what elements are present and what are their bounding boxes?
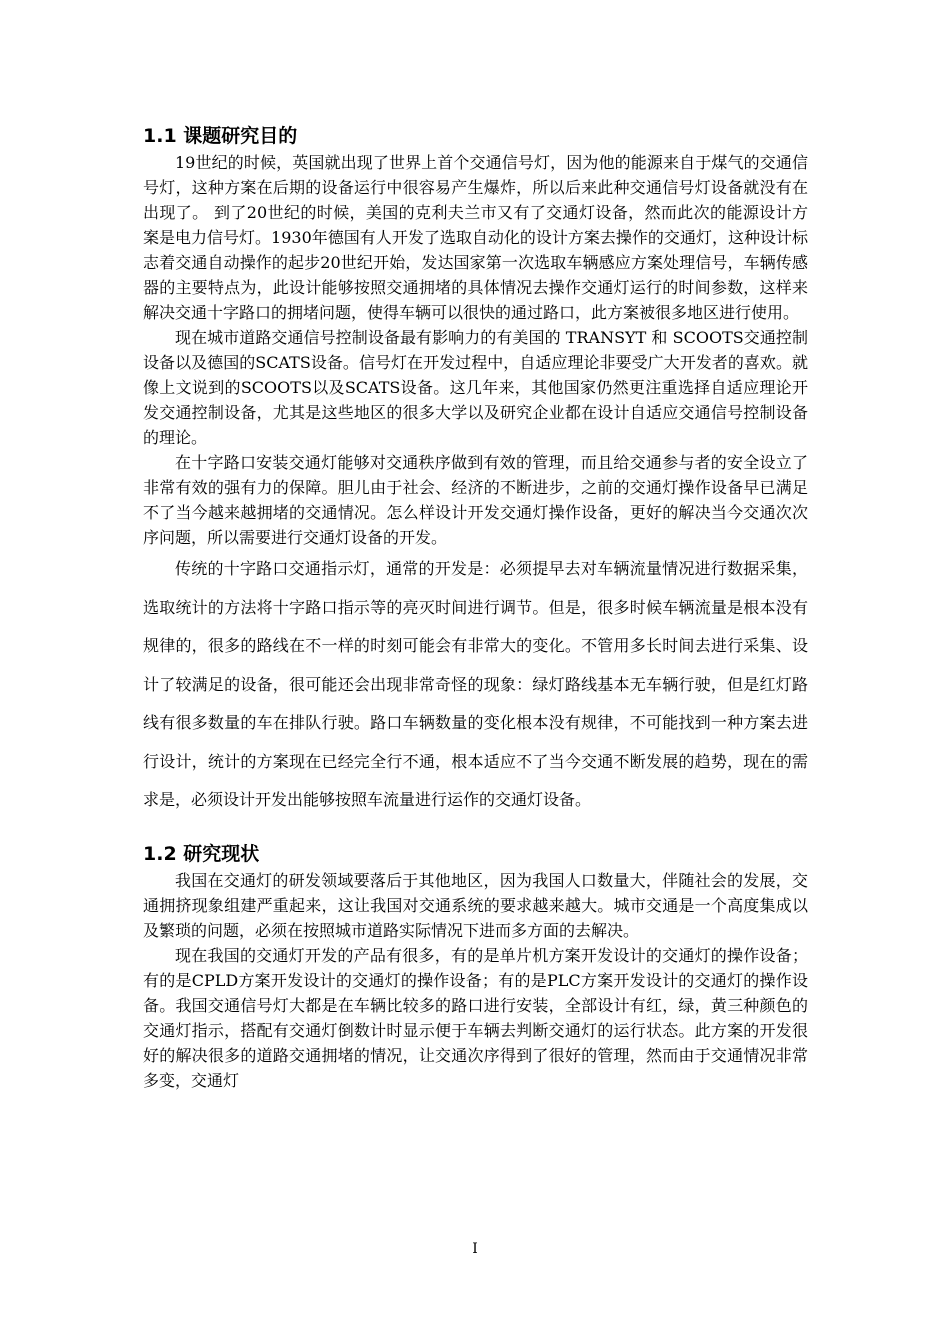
section-heading-1-1: 1.1 课题研究目的	[143, 125, 298, 147]
paragraph-intersection-safety: 在十字路口安装交通灯能够对交通秩序做到有效的管理，而且给交通参与者的安全设立了非常有效的强有力的保障。胆儿由于社会、经济的不断进步，之前的交通灯操作设备早已满足不了当今越来越拥堵的交通情况。怎么样设计开发交通灯操作设备，更好的解决当今交通次次序问题，所以需要进行交通灯设备的开发。	[143, 453, 808, 547]
paragraph-history: 19世纪的时候，英国就出现了世界上首个交通信号灯，因为他的能源来自于煤气的交通信号灯，这种方案在后期的设备运行中很容易产生爆炸，所以后来此种交通信号灯设备就没有在出现了。 到了20世纪的时候，美国的克利夫兰市又有了交通灯设备，然而此次的能源设计方案是电力信号灯。1930年德国有人开发了选取自动化的设计方案去操作的交通灯，这种设计标志着交通自动操作的起步20世纪开始，发达国家第一次选取车辆感应方案处理信号，车辆传感器的主要特点为，此设计能够按照交通拥堵的具体情况去操作交通灯运行的时间参数，这样来解决交通十字路口的拥堵问题，使得车辆可以很快的通过路口，此方案被很多地区进行使用。	[143, 153, 808, 322]
document-body	[143, 122, 808, 1093]
page-number: I	[472, 1241, 478, 1257]
paragraph-traditional-lights: 传统的十字路口交通指示灯，通常的开发是：必须提早去对车辆流量情况进行数据采集，选取统计的方法将十字路口指示等的亮灭时间进行调节。但是，很多时候车辆流量是根本没有规律的，很多的路线在不一样的时刻可能会有非常大的变化。不管用多长时间去进行采集、设计了较满足的设备，很可能还会出现非常奇怪的现象：绿灯路线基本无车辆行驶，但是红灯路线有很多数量的车在排队行驶。路口车辆数量的变化根本没有规律，不可能找到一种方案去进行设计，统计的方案现在已经完全行不通，根本适应不了当今交通不断发展的趋势，现在的需求是，必须设计开发出能够按照车流量进行运作的交通灯设备。	[143, 559, 808, 809]
paragraph-domestic-research: 我国在交通灯的研发领域要落后于其他地区，因为我国人口数量大，伴随社会的发展，交通拥挤现象组建严重起来，这让我国对交通系统的要求越来越大。城市交通是一个高度集成以及繁琐的问题，必须在按照城市道路实际情况下进而多方面的去解决。	[143, 870, 808, 940]
section-heading-1-2: 1.2 研究现状	[143, 842, 260, 865]
paragraph-domestic-products: 现在我国的交通灯开发的产品有很多，有的是单片机方案开发设计的交通灯的操作设备；有的是CPLD方案开发设计的交通灯的操作设备；有的是PLC方案开发设计的交通灯的操作设备。我国交通信号灯大都是在车辆比较多的路口进行安装，全部设计有红，绿，黄三种颜色的交通灯指示，搭配有交通灯倒数计时显示便于车辆去判断交通灯的运行状态。此方案的开发很好的解决很多的道路交通拥堵的情况，让交通次序得到了很好的管理，然而由于交通情况非常多变，交通灯	[143, 945, 808, 1090]
paragraph-control-devices: 现在城市道路交通信号控制设备最有影响力的有美国的 TRANSYT 和 SCOOTS交通控制设备以及德国的SCATS设备。信号灯在开发过程中，自适应理论非要受广大开发者的喜欢。就像上文说到的SCOOTS以及SCATS设备。这几年来，其他国家仍然更注重选择自适应理论开发交通控制设备，尤其是这些地区的很多大学以及研究企业都在设计自适应交通信号控制设备的理论。	[143, 328, 808, 447]
